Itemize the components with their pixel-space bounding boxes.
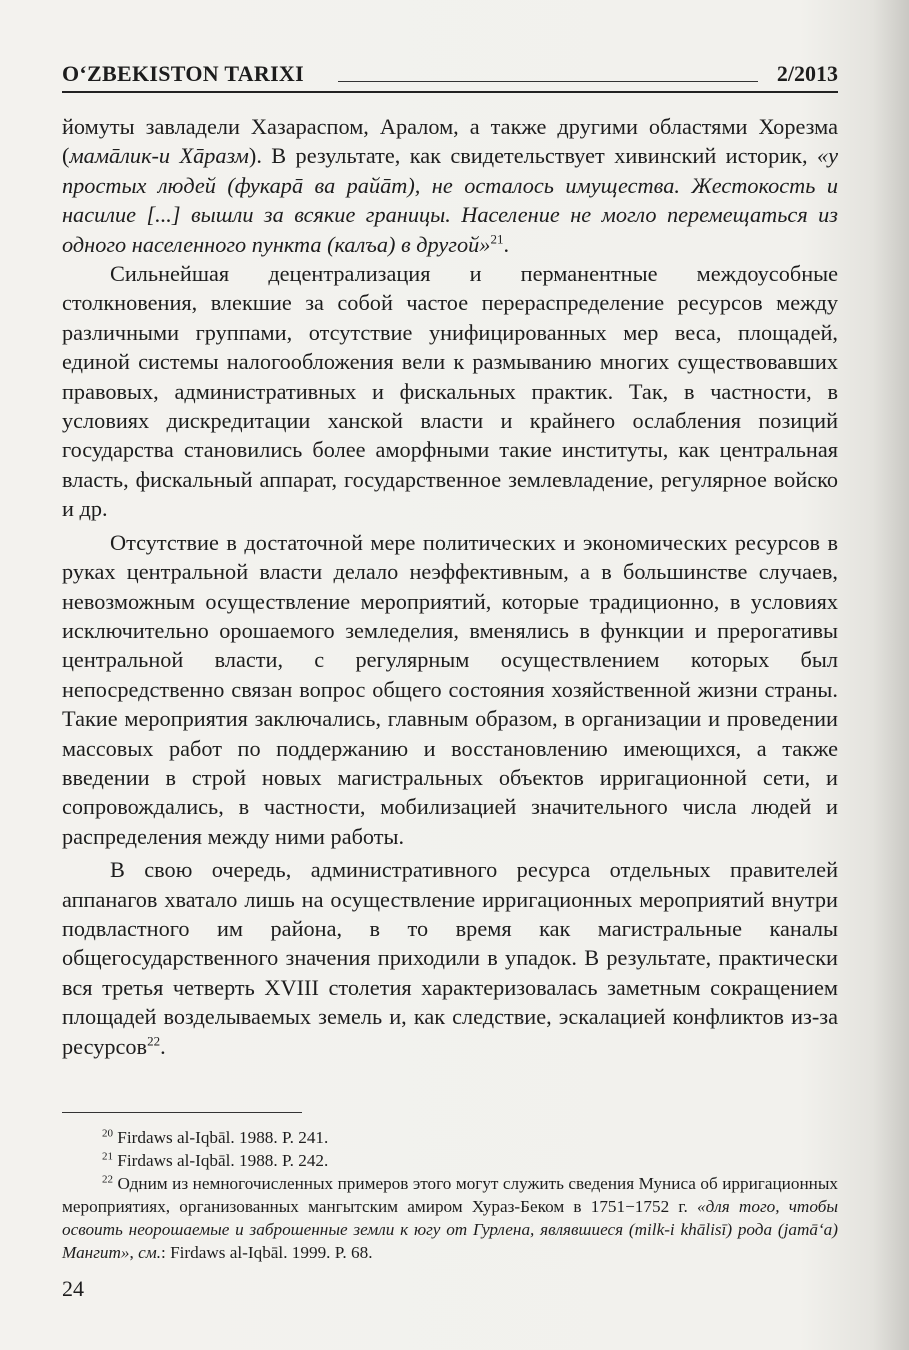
header-rule <box>338 81 758 82</box>
footnote-number: 21 <box>102 1150 113 1163</box>
footnote-22 <box>62 1172 838 1264</box>
issue-number: 2/2013 <box>776 61 838 86</box>
footnote-21 <box>62 1149 838 1172</box>
paragraph-1 <box>62 112 838 259</box>
footnote-abbrev: см. <box>138 1243 161 1262</box>
quotation: «у простых людей (фукарā ва райāт), не осталось имущества. Жестокость и насилие [...] вышли за всякие границы. Население не могло перемещаться из одного населенного пункта (калъа) в другой» <box>62 143 838 257</box>
footnote-20 <box>62 1126 838 1149</box>
paragraph-2: Сильнейшая децентрализация и перманентные междоусобные столкновения, влекшие за собой частое перераспределение ресурсов между различными группами, отсутствие унифицированных мер веса, площадей, единой системы налогообложения вели к размыванию многих существовавших правовых, административных и фискальных практик. Так, в частности, в условиях дискредитации ханской власти и крайнего ослабления позиций государства становились более аморфными такие институты, как центральная власть, фискальный аппарат, государственное землевладение, регулярное войско и др. <box>62 261 838 522</box>
italic-term: мамāлик-и Хāразм <box>69 143 249 169</box>
footnote-quote: «для того, чтобы освоить неорошаемые и заброшенные земли к югу от Гурлена, являвшиеся (milk-i khālisī) рода (jamā‘a) Мангит» <box>62 1197 838 1262</box>
footnote-text: Firdaws al-Iqbāl. 1988. P. 242. <box>113 1151 329 1170</box>
footnote-text: : Firdaws al-Iqbāl. 1999. P. 68. <box>161 1243 373 1262</box>
text-run: . <box>160 1033 166 1059</box>
footnote-text: , <box>129 1243 139 1262</box>
footnote-separator <box>62 1112 302 1113</box>
footnote-ref-21[interactable]: 21 <box>490 231 504 247</box>
footnote-text: Одним из немногочисленных примеров этого могут служить сведения Муниса об ирригационных мероприятиях, организованных мангытским амиром Хураз-Беком в 1751−1752 г. <box>62 1174 838 1216</box>
footnote-number: 22 <box>102 1173 113 1186</box>
journal-title: O‘ZBEKISTON TARIXI <box>62 61 304 86</box>
footnote-text: Firdaws al-Iqbāl. 1988. P. 241. <box>113 1128 329 1147</box>
page-number: 24 <box>62 1276 84 1301</box>
footnotes <box>62 1126 838 1264</box>
footnote-ref-22[interactable]: 22 <box>147 1033 161 1049</box>
text-run: В свою очередь, административного ресурса отдельных правителей аппанагов хватало лишь на осуществление ирригационных мероприятий внутри подвластного им района, в то время как магистральные каналы общегосударственного значения приходили в упадок. В результате, практически вся третья четверть XVIII столетия характеризовалась заметным сокращением площадей возделываемых земель и, как следствие, эскалацией конфликтов из-за ресурсов <box>62 857 838 1059</box>
running-header <box>62 55 838 93</box>
text-run: . <box>503 231 510 257</box>
paragraph-4 <box>62 855 838 1061</box>
paragraph-3: Отсутствие в достаточной мере политических и экономических ресурсов в руках центральной власти делало неэффективным, а в большинстве случаев, невозможным осуществление мероприятий, которые традиционно, в условиях исключительно орошаемого земледелия, вменялись в функции и прерогативы центральной власти, с регулярным осуществлением которых был непосредственно связан вопрос общего состояния хозяйственной жизни страны. Такие мероприятия заключались, главным образом, в организации и проведении массовых работ по поддержанию и восстановлению имеющихся, а также введении в строй новых магистральных объектов ирригационной сети, и сопровождались, в частности, мобилизацией значительного числа людей и распределения между ними работы. <box>62 529 838 849</box>
text-run: ). В результате, как свидетельствует хивинский историк, <box>248 143 817 169</box>
main-text <box>62 112 838 1061</box>
text-run: йомуты завладели Хазараспом, Аралом, а также другими областями Хорезма ( <box>62 114 838 169</box>
footnote-number: 20 <box>102 1127 113 1140</box>
